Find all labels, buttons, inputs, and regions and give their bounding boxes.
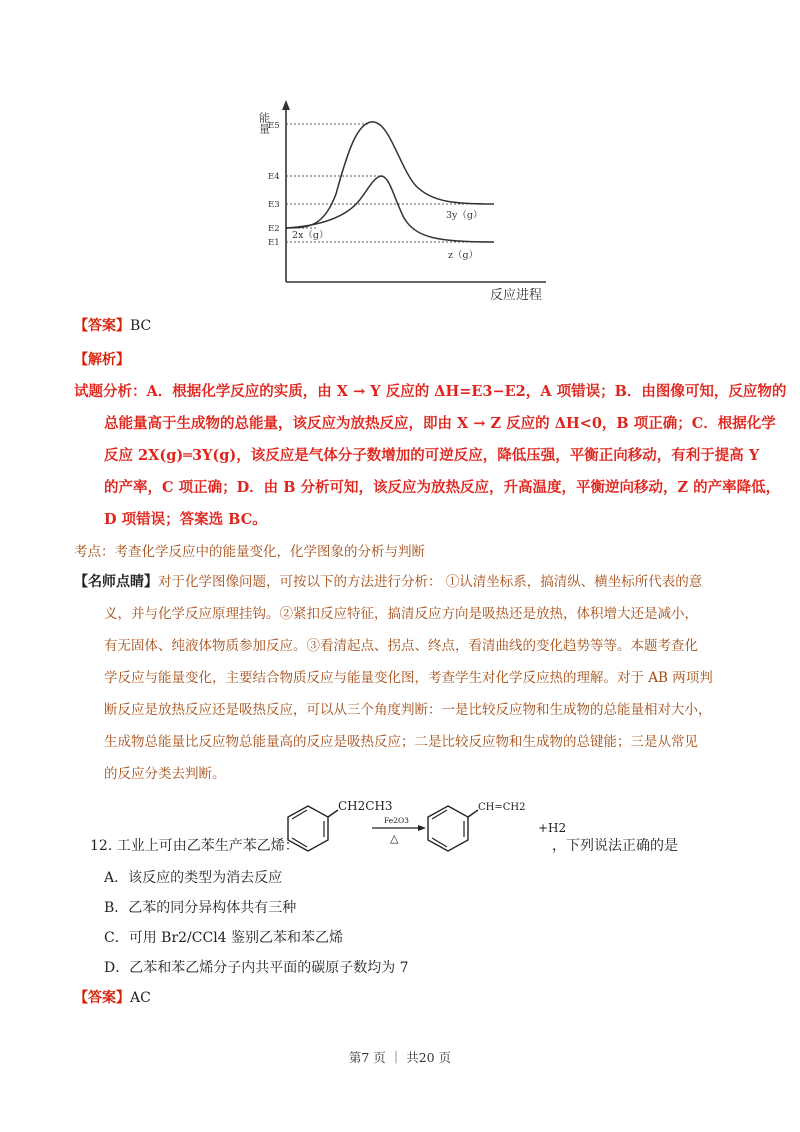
x-axis-label: 反应进程 [490,288,543,303]
q11-tip-line-5: 断反应是放热反应还是吸热反应，可以从三个角度判断：一是比较反应物和生成物的总能量相对大小， [104,702,712,718]
q12-answer [74,988,151,1008]
q11-tip-line-3: 有无固体、纯液体物质参加反应。③看清起点、拐点、终点，看清曲线的变化趋势等等。本题考查化 [104,638,698,654]
q11-tip-line-1 [74,572,702,592]
q12-answer-tag: 【答案】 [74,990,130,1006]
reaction-svg [276,790,566,860]
q12-option-c: C．可用 Br2/CCl4 鉴别乙苯和苯乙烯 [104,930,344,946]
q11-analysis-line-1: 试题分析：A．根据化学反应的实质，由 X → Y 反应的 ΔH=E3−E2，A 项错误；B．由图像可知，反应物的 [74,383,787,400]
catalyst-label: Fe2O3 [384,816,409,825]
q11-analysis-tag: 【解析】 [74,352,130,368]
y-axis-arrow [282,100,290,110]
level-e2-label: E2 [268,224,280,234]
q11-answer-value: BC [130,318,152,334]
styrene-ring [428,806,468,851]
q11-analysis-line-5: D 项错误；答案选 BC。 [104,511,267,528]
level-e4-label: E4 [268,172,280,182]
q11-answer-tag: 【答案】 [74,318,130,334]
byproduct-h2: +H2 [538,821,566,835]
q12-stem-prefix: 12. 工业上可由乙苯生产苯乙烯： [90,838,299,854]
vinyl-group: CH=CH2 [478,802,526,813]
q11-analysis-line-3: 反应 2X(g)═3Y(g)，该反应是气体分子数增加的可逆反应，降低压强，平衡正向移动，有利于提高 Y [104,447,760,464]
q12-option-d: D．乙苯和苯乙烯分子内共平面的碳原子数均为 7 [104,960,409,976]
q12-stem-suffix: ，下列说法正确的是 [552,838,678,854]
q11-answer [74,316,151,336]
q12-answer-value: AC [130,990,151,1006]
ethyl-group: CH2CH3 [338,799,393,813]
y-axis-label: 能量 [258,112,271,134]
q12-option-b: B．乙苯的同分异构体共有三种 [104,900,297,916]
q11-tip-text-1: 对于化学图像问题，可按以下的方法进行分析： ①认清坐标系，搞清纵、横坐标所代表的意 [158,574,703,590]
q12-option-a: A．该反应的类型为消去反应 [104,870,283,886]
q11-analysis-line-4: 的产率，C 项正确；D．由 B 分析可知，该反应为放热反应，升高温度，平衡逆向移动，Z 的产率降低， [104,479,781,496]
q11-tip-line-6: 生成物总能量比反应物总能量高的反应是吸热反应；二是比较反应物和生成物的总键能；三是从常见 [104,734,698,750]
level-e3-label: E3 [268,200,280,210]
q11-tip-line-4: 学反应与能量变化，主要结合物质反应与能量变化图，考查学生对化学反应热的理解。对于 AB 两项判 [104,670,713,686]
curve-label-reactant: 2x（g） [292,230,329,241]
energy-diagram [258,98,558,308]
q12-reaction-scheme [276,790,566,860]
q11-kaodian: 考点：考查化学反应中的能量变化，化学图象的分析与判断 [74,544,425,560]
q11-tip-line-2: 义，并与化学反应原理挂钩。②紧扣反应特征，搞清反应方向是吸热还是放热，体积增大还是减小， [104,606,698,622]
level-e5-label: E5 [268,121,280,131]
q11-analysis-line-2: 总能量高于生成物的总能量，该反应为放热反应，即由 X → Z 反应的 ΔH<0，B 项正确；C．根据化学 [104,415,776,432]
energy-diagram-svg [258,98,558,308]
curve-label-y: 3y（g） [446,210,483,221]
curve-label-z: z（g） [448,250,479,261]
q11-tip-tag: 【名师点睛】 [74,574,158,590]
q11-tip-line-7: 的反应分类去判断。 [104,766,226,782]
heat-symbol: △ [390,832,399,845]
page-footer: 第7 页 ｜ 共20 页 [348,1050,452,1065]
level-e1-label: E1 [268,238,280,248]
